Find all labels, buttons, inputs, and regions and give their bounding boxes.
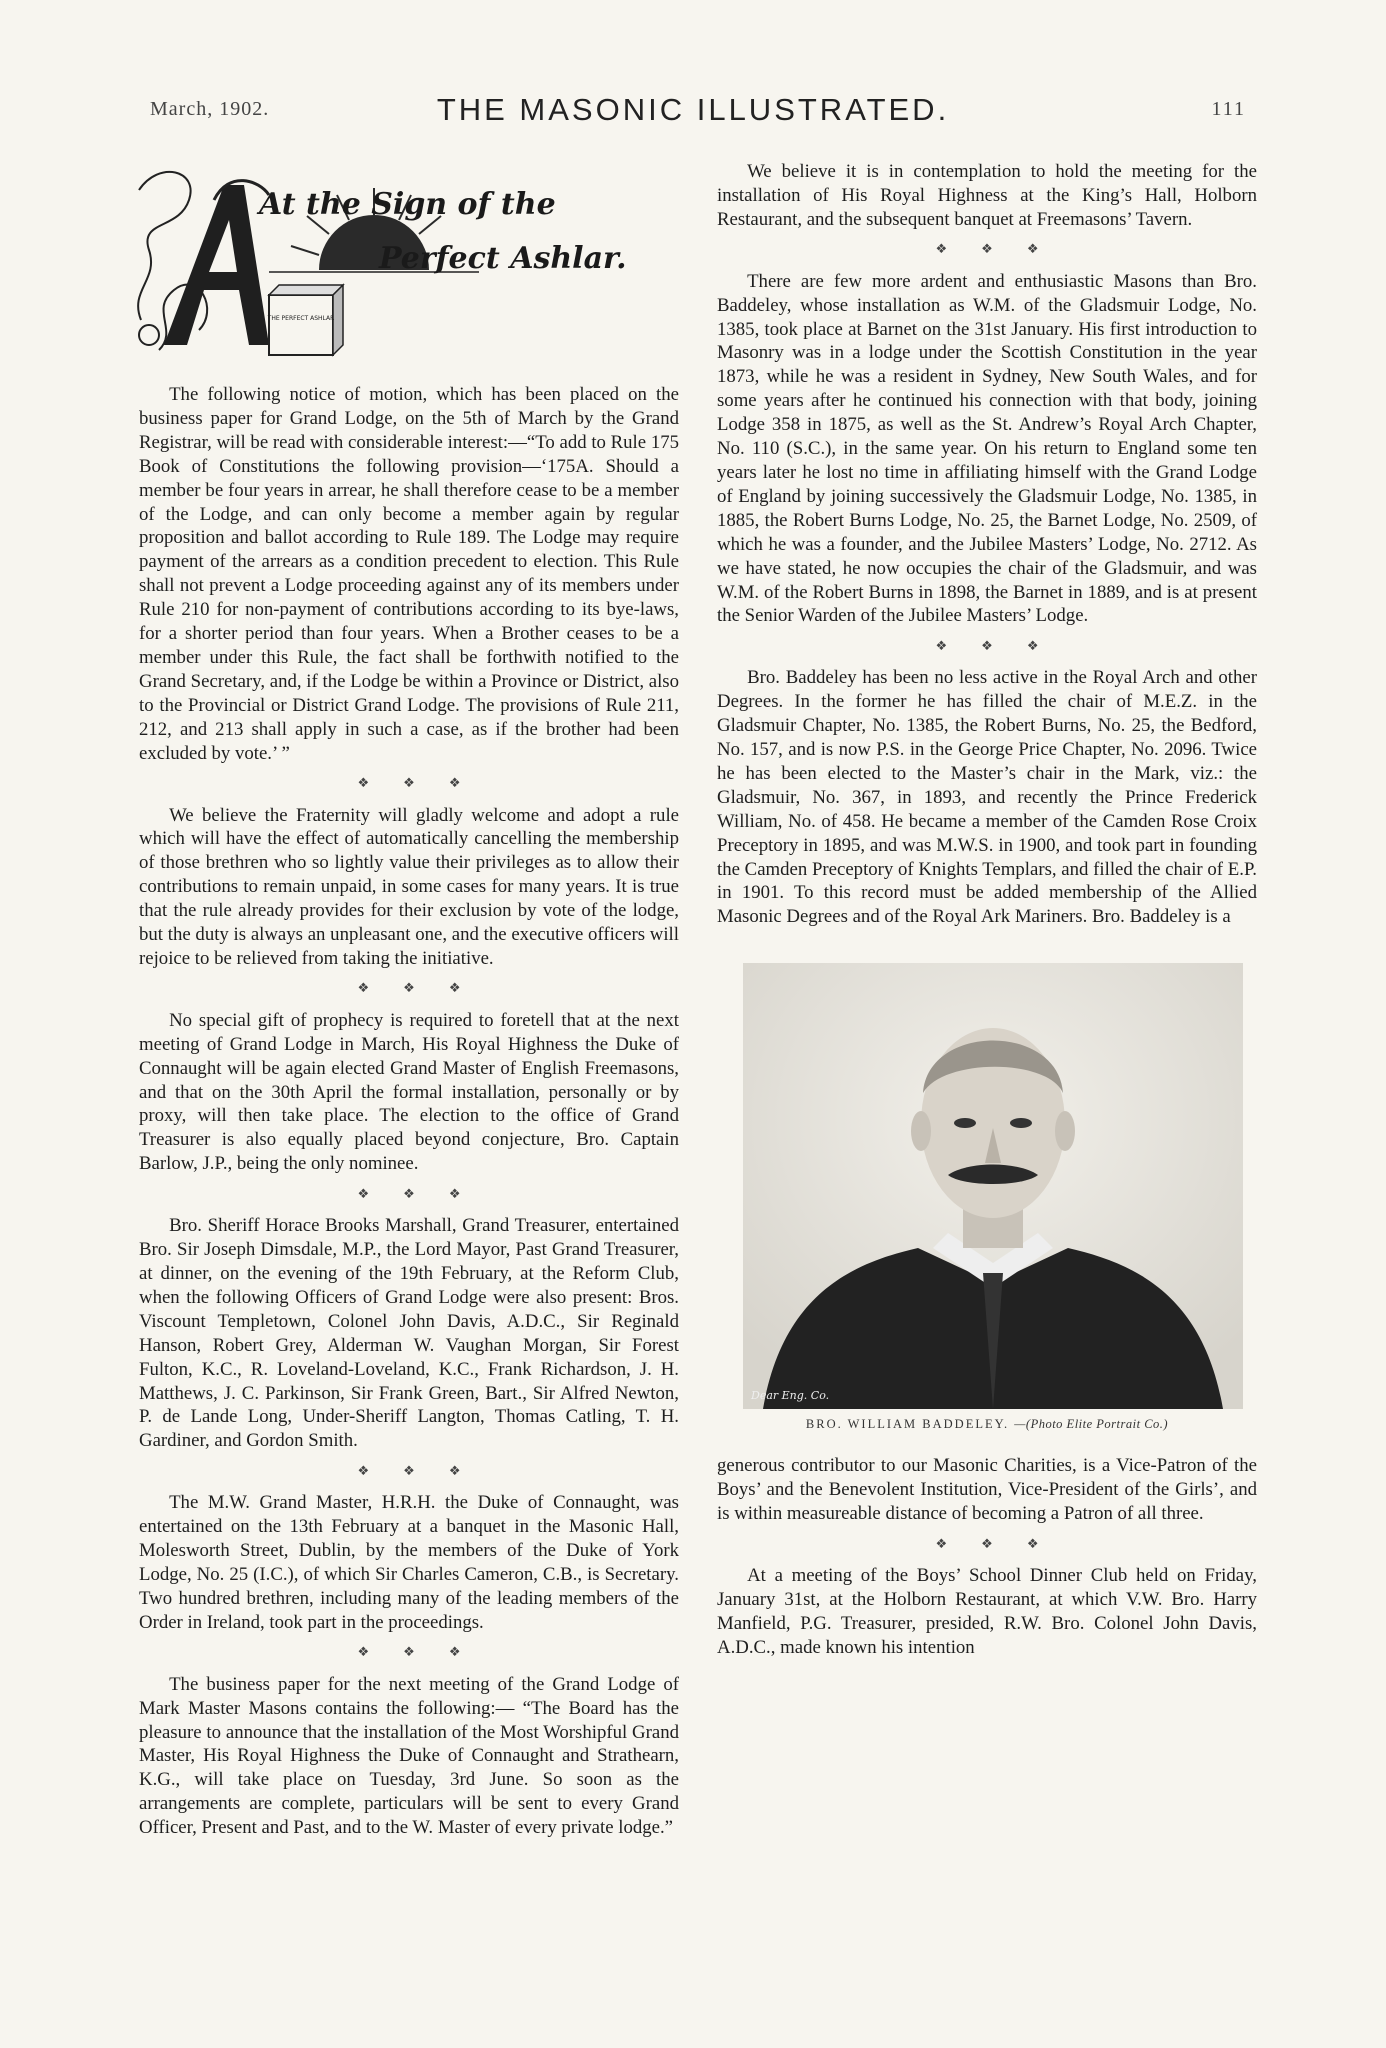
article-paragraph: The M.W. Grand Master, H.R.H. the Duke of Connaught, was entertained on the 13th February at a banquet in the Masonic Hall, Molesworth Street, Dublin, by the members of the Duke of York Lodge, No. 25 (I.C.), of which Sir Charles Cameron, C.B., is Secretary. Two hundred brethren, including many of the leading members of the Order in Ireland, took part in the proceedings. [139,1492,679,1633]
section-ornament: ❖ ❖ ❖ [357,1463,461,1479]
section-ornament: ❖ ❖ ❖ [357,1186,461,1202]
article-paragraph: The business paper for the next meeting of the Grand Lodge of Mark Master Masons contains the following:— “The Board has the pleasure to announce that the installation of the Most Worshipful Grand Master, His Royal Highness the Duke of Connaught and Strathearn, K.G., will take place on Tuesday, 3rd June. So soon as the arrangements are complete, particulars will be sent to every Grand Officer, Present and Past, and to the W. Master of every private lodge.” [139,1673,679,1839]
section-ornament: ❖ ❖ ❖ [357,1645,461,1661]
caption-name: BRO. WILLIAM BADDELEY. [805,1417,1010,1432]
section-title [259,178,679,286]
masthead-title: THE MASONIC ILLUSTRATED. [436,92,950,127]
left-column [139,160,679,1840]
article-paragraph: No special gift of prophecy is required to foretell that at the next meeting of Grand Lodge in March, His Royal Highness the Duke of Connaught will be again elected Grand Master of English Freemasons, and that on the 30th April the formal installation, personally or by proxy, will then take place. The election to the office of Grand Treasurer is also equally placed beyond conjecture, Bro. Captain Barlow, J.P., being the only nominee. [139,1009,679,1175]
article-paragraph: generous contributor to our Masonic Charities, is a Vice-Patron of the Boys’ and the Benevolent Institution, Vice-President of the Girls’, and is within measureable distance of becoming a Patron of all three. [717,1455,1257,1525]
article-paragraph: There are few more ardent and enthusiastic Masons than Bro. Baddeley, whose installation as W.M. of the Gladsmuir Lodge, No. 1385, took place at Barnet on the 31st January. His first introduction to Masonry was in a lodge under the Scottish Constitution in the year 1873, while he was a resident in Sydney, New South Wales, and for some years after he continued his connection with that body, joining Lodge 358 in 1875, as well as the St. Andrew’s Royal Arch Chapter, No. 110 (S.C.), in the same year. On his return to England some ten years later he lost no time in affiliating himself with the Grand Lodge of England by joining successively the Gladsmuir Lodge, No. 1385, in 1885, the Robert Burns Lodge, No. 25, the Barnet Lodge, No. 2509, of which he was a founder, and the Jubilee Masters’ Lodge, No. 2712. As we have stated, he now occupies the chair of the Gladsmuir, and was W.M. of the Robert Burns in 1898, the Barnet in 1889, and is at present the Senior Warden of the Jubilee Masters’ Lodge. [717,270,1257,627]
page-header [0,0,1386,140]
right-column [717,160,1257,1660]
title-line-1: At the Sign of the [259,187,556,222]
article-paragraph: Bro. Baddeley has been no less active in the Royal Arch and other Degrees. In the former he has filled the chair of M.E.Z. in the Gladsmuir Chapter, No. 1385, the Robert Burns, No. 25, the Bedford, No. 157, and is now P.S. in the George Price Chapter, No. 2096. Twice he has been elected to the Master’s chair in the Mark, viz.: the Gladsmuir, No. 367, in 1893, and recently the Prince Frederick William, No. of 458. He became a member of the Camden Rose Croix Preceptory in 1895, and was M.W.S. in 1900, and took part in founding the Camden Preceptory of Knights Templars, and filled the chair of E.P. in 1901. To this record must be added membership of the Allied Masonic Degrees and of the Royal Ark Mariners. Bro. Baddeley is a [717,667,1257,928]
page-number: 111 [1211,98,1246,120]
section-ornament: ❖ ❖ ❖ [935,638,1039,654]
article-paragraph: We believe the Fraternity will gladly welcome and adopt a rule which will have the effect of automatically cancelling the membership of those brethren who so lightly value their privileges as to allow their contributions to remain unpaid, in some cases for many years. It is true that the rule already provides for their exclusion by vote of the lodge, but the duty is always an unpleasant one, and the executive officers will rejoice to be relieved from taking the initiative. [139,804,679,969]
article-paragraph: At a meeting of the Boys’ School Dinner Club held on Friday, January 31st, at the Holborn Restaurant, at which V.W. Bro. Harry Manfield, P.G. Treasurer, presided, R.W. Bro. Colonel John Davis, A.D.C., made known his intention [717,1565,1257,1658]
section-ornament: ❖ ❖ ❖ [935,242,1039,258]
article-paragraph: The following notice of motion, which has been placed on the business paper for Grand Lodge, on the 5th of March by the Grand Registrar, will be read with considerable interest:—“To add to Rule 175 Book of Constitutions the following provision—‘175A. Should a member be four years in arrear, he shall therefore cease to be a member of the Lodge, and can only become a member again by regular proposition and ballot according to Rule 189. The Lodge may require payment of the arrears as a condition precedent to election. This Rule shall not prevent a Lodge proceeding against any of its members under Rule 210 for non-payment of contributions according to its bye-laws, for a shorter period than four years. When a Brother ceases to be a member under this Rule, the fact shall be forthwith notified to the Grand Secretary, and, if the Lodge be within a Province or District, also to the Provincial or District Grand Lodge. The provisions of Rule 211, 212, and 213 shall apply in such a case, as if the brother had been excluded by vote.’ ” [139,384,679,764]
article-paragraph: We believe it is in contemplation to hold the meeting for the installation of His Royal Highness at the King’s Hall, Holborn Restaurant, and the subsequent banquet at Freemasons’ Tavern. [717,161,1257,230]
stone-label: THE PERFECT ASHLAR [267,315,335,322]
engraver-mark: Dear Eng. Co. [751,1389,830,1403]
section-heading [119,160,679,375]
section-ornament: ❖ ❖ ❖ [357,981,461,997]
issue-date: March, 1902. [150,98,270,120]
section-ornament: ❖ ❖ ❖ [935,1536,1039,1552]
caption-credit: —(Photo Elite Portrait Co.) [1014,1417,1169,1432]
section-ornament: ❖ ❖ ❖ [357,776,461,791]
portrait-photo [743,963,1243,1409]
article-paragraph: Bro. Sheriff Horace Brooks Marshall, Grand Treasurer, entertained Bro. Sir Joseph Dimsdale, M.P., the Lord Mayor, Past Grand Treasurer, at dinner, on the evening of the 19th February, at the Reform Club, when the following Officers of Grand Lodge were also present: Bros. Viscount Templetown, Colonel John Davis, A.D.C., Sir Reginald Hanson, Robert Grey, Alderman W. Vaughan Morgan, Sir Forest Fulton, K.C., R. Loveland-Loveland, K.C., Frank Richardson, J. H. Matthews, J. C. Parkinson, Sir Frank Green, Bart., Sir Alfred Newton, P. de Lande Long, Under-Sheriff Langton, Thomas Catling, T. H. Gardiner, and Gordon Smith. [139,1215,679,1452]
title-line-2: Perfect Ashlar. [379,241,627,276]
portrait-caption [717,1417,1257,1432]
